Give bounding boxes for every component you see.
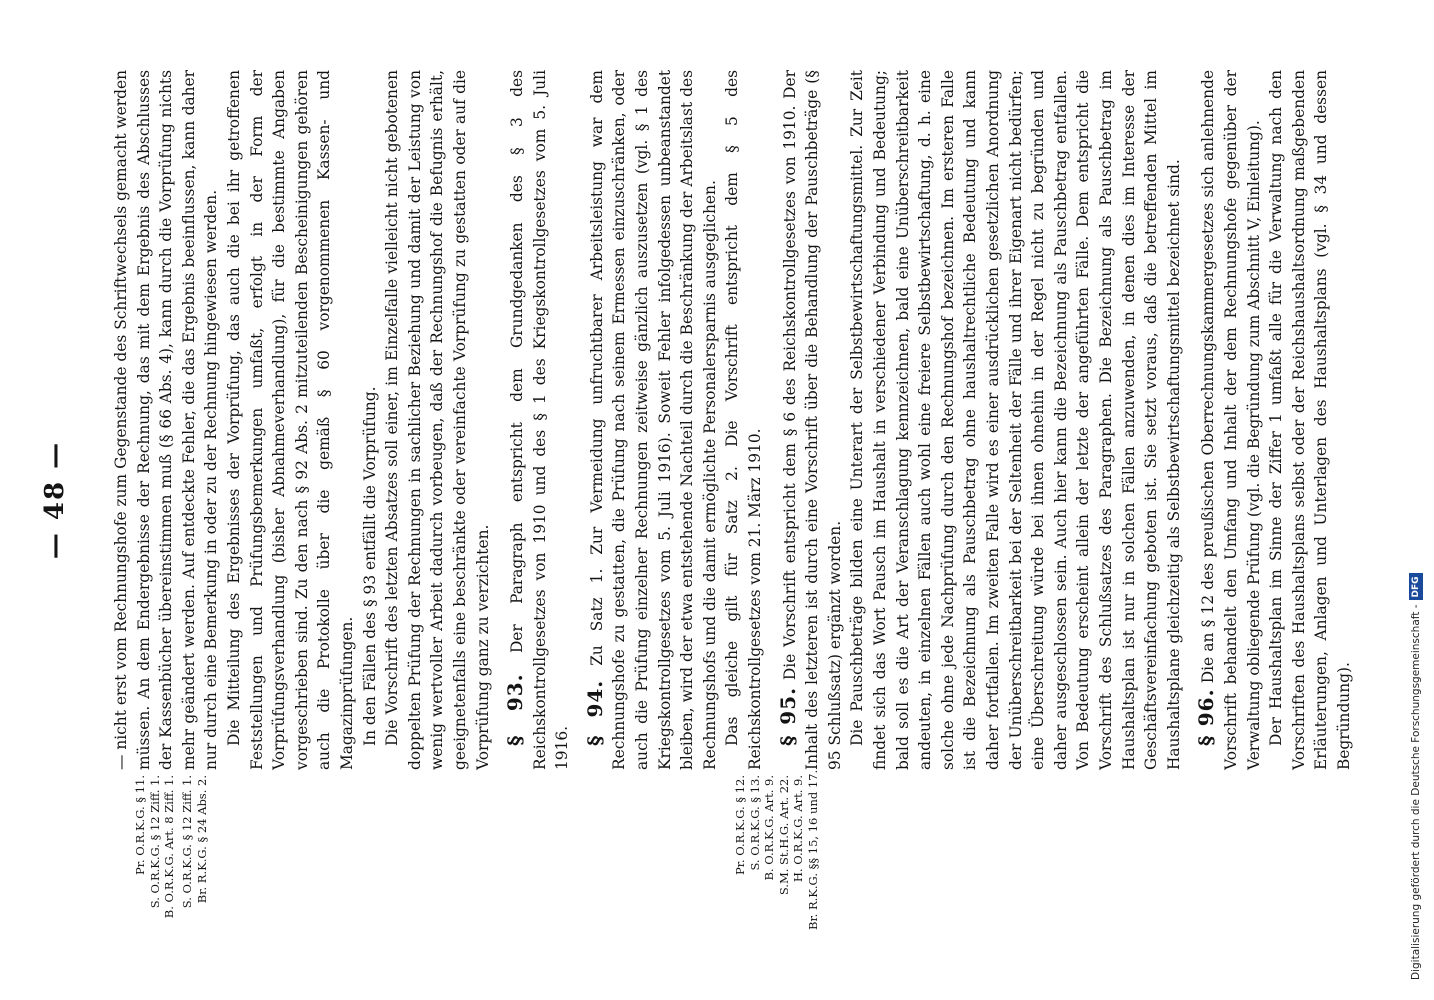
paragraph: — nicht erst vom Rechnungshofe zum Gegenstande des Schriftwechsels gemacht werden müssen. An dem Endergebnisse der Rechnung, das mit dem Ergebnis des Abschlusses der Kassenbücher übereinstimmen muß (§ 66 Abs. 4), kann durch die Vorprüfung nichts mehr geändert werden. Auf entdeckte Fehler, die das Ergebnis beeinflussen, kann daher nur durch eine Bemerkung in oder zu der Rechnung hingewiesen werden. [112, 70, 221, 770]
section-93-paragraph [504, 70, 574, 770]
margin-note: H. O.R.K.G. Art. 9. [791, 775, 805, 883]
credit-text: Digitalisierung gefördert durch die Deutsche Forschungsgemeinschaft - [1410, 604, 1422, 980]
body-text-column [110, 70, 1355, 770]
margin-note: B. O.R.K.G. Art. 8 Ziff. 1. [162, 775, 176, 919]
margin-note: Pr. O.R.K.G. § 11. [133, 775, 147, 876]
margin-note: Br. R.K.G. §§ 15, 16 und 17. [805, 769, 820, 930]
paragraph: Der Haushaltsplan im Sinne der Ziffer 1 umfaßt alle für die Verwaltung nach den Vorschriften des Haushaltsplans selbst oder der Reichshaushaltsordnung maßgebenden Erläuterungen, Anlagen und Unterlagen des Haushaltsplans (vgl. § 34 und dessen Begründung). [1267, 70, 1353, 770]
paragraph: Die Pauschbeträge bilden eine Unterart der Selbstbewirtschaftungsmittel. Zur Zeit findet sich das Wort Pausch im Haushalt in verschiedener Verbindung und Bedeutung; bald soll es die Art der Veranschlagung kennzeichnen, bald eine Unüberschreitbarkeit andeuten, in einzelnen Fällen auch wohl eine freiere Selbstbewirtschaftung, d. h. eine solche ohne jede Nachprüfung durch den Rechnungshof bezeichnen. Im ersteren Falle ist die Bezeichnung als Pauschbetrag ohne haushaltrechtliche Bedeutung und kann daher fortfallen. Im zweiten Falle wird es einer ausdrücklichen gesetzlichen Anordnung der Unüberschreitbarkeit bei der Seltenheit der Fälle und ihrer Eigenart nicht bedürfen; eine Überschreitung würde bei ihnen ohnehin in der Regel nicht zu begründen und daher ausgeschlossen sein. Auch hier kann die Bezeichnung als Pauschbetrag entfallen. Von Bedeutung erscheint allein der letzte der angeführten Fälle. Dem entspricht die Vorschrift des Schlußsatzes des Paragraphen. Die Bezeichnung als Pauschbetrag im Haushaltsplan ist nur in solchen Fällen anzuwenden, in denen dies im Interesse der Geschäftsvereinfachung geboten ist. Sie setzt voraus, daß die betreffenden Mittel im Haushaltsplane gleichzeitig als Selbstbewirtschaftungsmittel bezeichnet sind. [848, 70, 1183, 770]
paragraph: In den Fällen des § 93 entfällt die Vorprüfung. [360, 386, 379, 746]
section-94-paragraph [584, 70, 722, 770]
paragraph: Die Vorschrift des letzten Absatzes soll einer, im Einzelfalle vielleicht nicht gebotenen doppelten Prüfung der Rechnungen in sachlicher Beziehung und damit der Leistung von wenig wertvoller Arbeit dadurch vorbeugen, daß der Rechnungshof die Befugnis erhält, geeignetenfalls eine beschränkte oder vereinfachte Vorprüfung zu gestatten oder auf die Vorprüfung ganz zu verzichten. [383, 70, 492, 770]
margin-note: S.M. St.H.G. Art. 22. [776, 775, 791, 896]
section-text: Der Paragraph entspricht dem Grundgedanken des § 3 des Reichskontrollgesetzes von 1910 und des § 1 des Kriegskontrollgesetzes vom 5. Juli 1916. [508, 69, 572, 770]
digitization-credit-text-wrapper [1406, 20, 1426, 980]
section-text: Zu Satz 1. Zur Vermeidung unfruchtbarer Arbeitsleistung war dem Rechnungshofe zu gestatten, die Prüfung nach seinem Ermessen einzuschränken, oder auch die Prüfung einzelner Rechnungen zeitweise gänzlich auszusetzen (vgl. § 1 des Kriegskontrollgesetzes vom 5. Juli 1916). Soweit Fehler infolgedessen unbeanstandet bleiben, wird der etwa entstehende Nachteil durch die Beschränkung der Arbeitslast des Rechnungshofs und die damit ermöglichte Personalersparnis ausgeglichen. [587, 70, 719, 770]
paragraph: Die Mitteilung des Ergebnisses der Vorprüfung, das auch die bei ihr getroffenen Feststellungen und Prüfungsbemerkungen umfaßt, erfolgt in der Form der Vorprüfungsverhandlung (bisher Abnahmeverhandlung), für die bestimmte Angaben vorgeschrieben sind. Zu den nach § 92 Abs. 2 mitzuteilenden Bescheinigungen gehören auch die Protokolle über die gemäß § 60 vorgenommenen Kassen- und Magazinprüfungen. [224, 70, 356, 770]
section-number: § 93. [503, 673, 528, 746]
dfg-logo: DFG [1409, 573, 1423, 600]
section-96-paragraph [1195, 70, 1265, 770]
section-number: § 95. [775, 686, 800, 746]
margin-note: Pr. O.R.K.G. § 12. [733, 775, 747, 876]
margin-note: S. O.R.K.G. § 12 Ziff. 1. [180, 775, 194, 909]
section-number: § 94. [582, 679, 607, 746]
margin-note: S. O.R.K.G. § 13. [747, 775, 762, 871]
paragraph: Das gleiche gilt für Satz 2. Die Vorschrift entspricht dem § 5 des Reichskontrollgesetzes vom 21. März 1910. [723, 70, 765, 770]
digitization-credit [1406, 20, 1426, 980]
section-95-paragraph [777, 70, 847, 770]
margin-note: S. O.R.K.G. § 12 Ziff. 1. [147, 775, 162, 909]
section-number: § 96. [1194, 688, 1219, 746]
margin-note: Br. R.K.G. § 24 Abs. 2. [194, 775, 209, 904]
margin-note: B. O.R.K.G. Art. 9. [762, 775, 776, 881]
margin-notes-group-2 [180, 775, 209, 930]
page-number-header: — 48 — [40, 440, 70, 560]
section-text: Die Vorschrift entspricht dem § 6 des Reichskontrollgesetzes von 1910. Der Inhalt des letzteren ist durch eine Vorschrift über die Behandlung der Pauschbeträge (§ 95 Schlußsatz) ergänzt worden. [780, 70, 844, 770]
margin-notes-group-3 [733, 769, 820, 930]
section-text: Die an § 12 des preußischen Oberrechnungskammergesetzes sich anlehnende Vorschrift behandelt den Umfang und Inhalt der dem Rechnungshofe gegenüber der Verwaltung obliegende Prüfung (vgl. die Begründung zum Abschnitt V, Einleitung). [1199, 70, 1263, 770]
margin-notes-group-1 [133, 775, 177, 930]
